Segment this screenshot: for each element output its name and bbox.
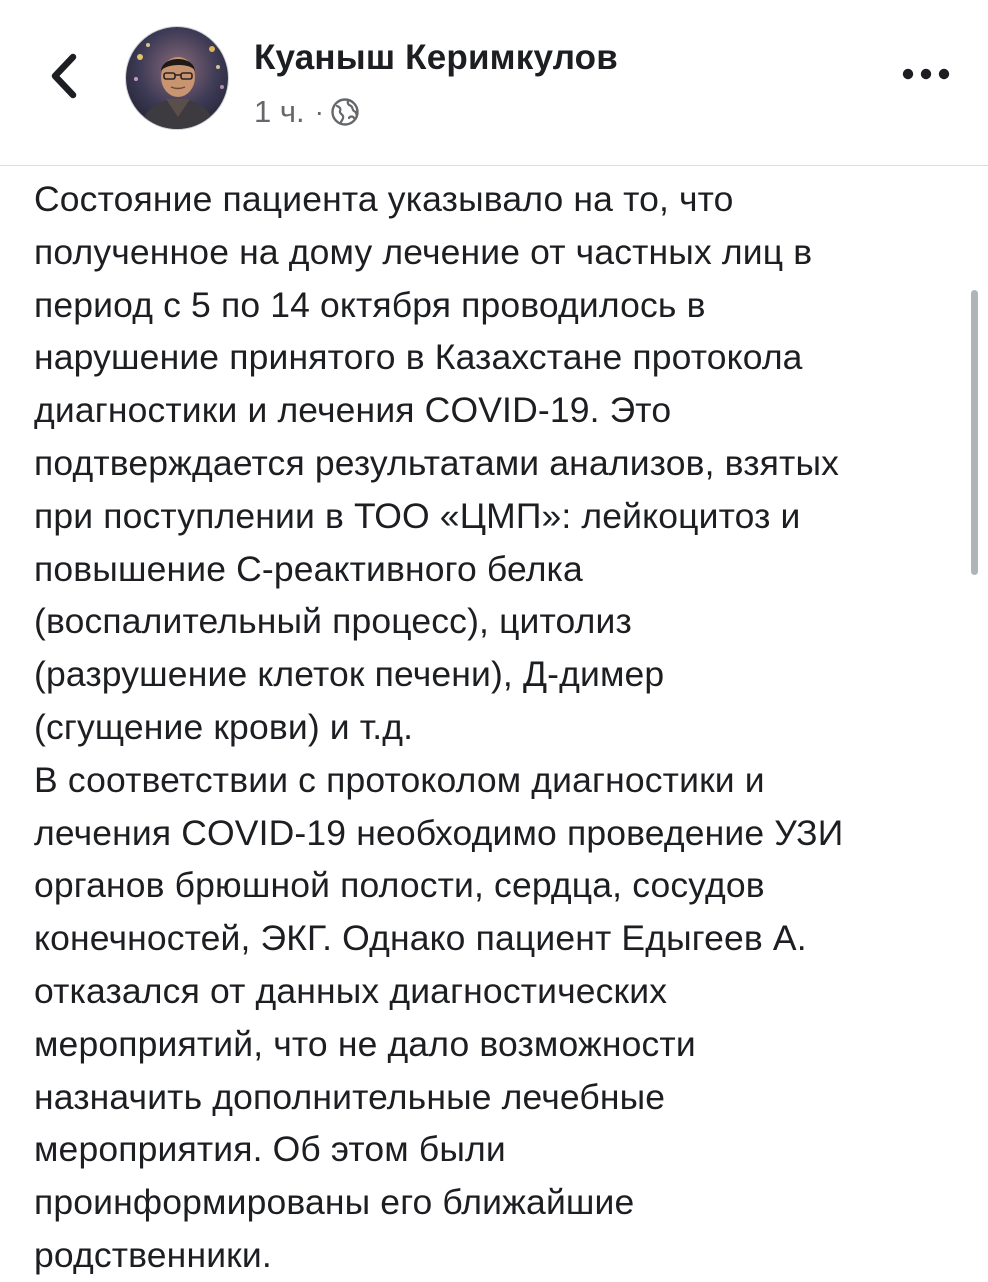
post-text-line: мероприятий, что не дало возможности [34,1023,696,1064]
post-text-line: (разрушение клеток печени), Д-димер [34,654,665,695]
globe-icon [330,97,360,127]
post-meta [254,92,360,132]
back-button[interactable] [36,44,92,108]
post-text [34,173,964,1282]
post-text-line: родственники. [34,1234,272,1275]
more-horizontal-icon [902,68,950,80]
meta-separator: · [314,96,324,127]
post-text-line: Состояние пациента указывало на то, что [34,179,734,219]
post-text-line: проинформированы его ближайшие [34,1182,635,1223]
post-text-line: мероприятия. Об этом были [34,1129,506,1170]
post-text-line: органов брюшной полости, сердца, сосудов [34,865,765,906]
more-options-button[interactable] [896,54,956,94]
post-text-line: лечения COVID-19 необходимо проведение УЗИ [34,812,844,853]
post-text-line: В соответствии с протоколом диагностики и [34,759,765,800]
post-text-line: нарушение принятого в Казахстане протокола [34,337,803,378]
post-text-line: конечностей, ЭКГ. Однако пациент Едыгеев А. [34,918,807,959]
post-text-line: отказался от данных диагностических [34,970,668,1011]
post-text-line: (сгущение крови) и т.д. [34,706,414,747]
post-text-line: период с 5 по 14 октября проводилось в [34,284,706,325]
author-name[interactable]: Куаныш Керимкулов [254,38,618,77]
post-header [0,0,988,166]
post-time[interactable]: 1 ч. [254,94,305,129]
post-text-line: назначить дополнительные лечебные [34,1076,666,1117]
post-text-line: полученное на дому лечение от частных лиц в [34,231,813,272]
avatar-photo [126,27,229,130]
chevron-left-icon [49,52,79,100]
scrollbar-thumb[interactable] [971,290,978,575]
avatar[interactable] [125,26,229,130]
post-text-line: (воспалительный процесс), цитолиз [34,601,632,642]
post-text-line: при поступлении в ТОО «ЦМП»: лейкоцитоз и [34,495,801,536]
post-text-line: подтверждается результатами анализов, взятых [34,442,840,483]
post-text-line: диагностики и лечения COVID-19. Это [34,390,672,431]
post-text-line: повышение С-реактивного белка [34,548,583,589]
